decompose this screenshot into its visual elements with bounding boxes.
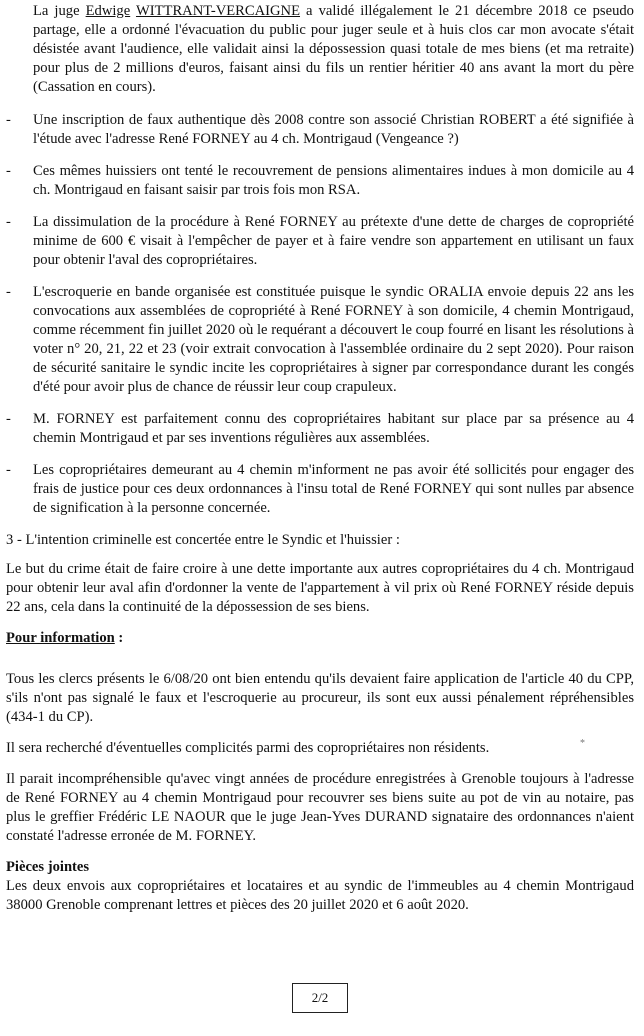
bullet-marker: - [6, 163, 11, 179]
judge-first-name: Edwige [85, 3, 131, 19]
info-heading-line [6, 629, 634, 658]
bullet-text: Les copropriétaires demeurant au 4 chemin m'informent ne pas avoir été sollicités pour engager des frais de justice pour ces deux ordonnances à l'insu total de René FORNEY qui sont nulles par absence de signification à la personne concernée. [33, 462, 634, 516]
bullet-text: Une inscription de faux authentique dès 2008 contre son associé Christian ROBERT a été signifiée à l'étude avec l'adresse René FORNEY au 4 ch. Montrigaud (Vengeance ?) [33, 112, 634, 147]
info-heading: Pour information [6, 630, 115, 646]
bullet-item [6, 283, 634, 397]
bullet-text: La dissimulation de la procédure à René FORNEY au prétexte d'une dette de charges de copropriété minime de 600 € visait à l'empêcher de payer et à faire vendre son appartement en utilisant un faux pour obtenir l'aval des copropriétaires. [33, 214, 634, 268]
pieces-paragraph: Les deux envois aux copropriétaires et locataires et au syndic de l'immeubles au 4 chemin Montrigaud 38000 Grenoble comprenant lettres et pièces des 20 juillet 2020 et 6 août 2020. [6, 878, 634, 913]
bullet-item [6, 162, 634, 200]
intro-rest: a validé illégalement le 21 décembre 2018 ce pseudo partage, elle a ordonné l'évacuation du public pour juger seule et à huis clos car mon avocate s'était désistée avant l'audience, elle validait ainsi la dépossession quasi totale de mes biens (et ma retraite) pour plus de 2 millions d'euros, faisant ainsi du fils un rentier héritier 40 ans avant la mort du père (Cassation en cours). [33, 3, 634, 95]
bullet-marker: - [6, 214, 11, 230]
scan-speck: * [580, 738, 585, 749]
info-heading-colon: : [114, 630, 124, 646]
incomprehensible-paragraph: Il parait incompréhensible qu'avec vingt années de procédure enregistrées à Grenoble toujours à l'adresse de René FORNEY au 4 chemin Montrigaud pour recouvrer ses biens suite au pot de vin au notaire, pas plus le greffier Frédéric LE NAOUR que le juge Jean-Yves DURAND signataire des ordonnances n'aient constaté l'adresse erronée de M. FORNEY. [6, 771, 634, 844]
judge-last-name: WITTRANT-VERCAIGNE [135, 3, 301, 19]
bullet-item [6, 461, 634, 518]
page-number: 2/2 [311, 990, 329, 1005]
bullet-marker: - [6, 284, 11, 300]
complicites-paragraph: Il sera recherché d'éventuelles complicités parmi des copropriétaires non résidents. [6, 740, 490, 756]
bullet-item [6, 410, 634, 448]
crime-paragraph: Le but du crime était de faire croire à une dette importante aux autres copropriétaires du 4 ch. Montrigaud pour obtenir leur aval afin d'ordonner la vente de l'appartement à vil prix où René FORNEY réside depuis 22 ans, cela dans la continuité de la dépossession de ses biens. [6, 561, 634, 615]
bullet-text: Ces mêmes huissiers ont tenté le recouvrement de pensions alimentaires indues à mon domicile au 4 ch. Montrigaud en faisant saisir par trois fois mon RSA. [33, 163, 634, 198]
bullet-marker: - [6, 411, 11, 427]
section-3-heading: 3 - L'intention criminelle est concertée entre le Syndic et l'huissier : [6, 532, 400, 548]
bullet-item [6, 213, 634, 270]
bullet-marker: - [6, 462, 11, 478]
bullet-text: L'escroquerie en bande organisée est constituée puisque le syndic ORALIA envoie depuis 22 ans les convocations aux assemblées de copropriété à René FORNEY à son domicile, 4 chemin Montrigaud, comme récemment fin juillet 2020 où le requérant a découvert le coup fourré en lisant les résolutions à voter n° 20, 21, 22 et 23 (voir extrait convocation à l'assemblée ordinaire du 2 sept 2020). Pour raison de sécurité sanitaire le syndic incite les copropriétaires à signer par correspondance durant les congés d'été pour avoir plus de chance de réussir leur coup crapuleux. [33, 284, 634, 395]
page-number-box [292, 983, 348, 1013]
bullet-marker: - [6, 112, 11, 128]
document-body [6, 2, 634, 915]
clercs-paragraph: Tous les clercs présents le 6/08/20 ont bien entendu qu'ils devaient faire application de l'article 40 du CPP, s'ils n'ont pas signalé le faux et l'escroquerie au procureur, ils sont eux aussi pénalement répréhensibles (434-1 du CP). [6, 671, 634, 725]
intro-paragraph [6, 2, 634, 97]
bullet-item [6, 111, 634, 149]
bullet-text: M. FORNEY est parfaitement connu des copropriétaires habitant sur place par sa présence au 4 chemin Montrigaud et par ses inventions régulières aux assemblées. [33, 411, 634, 446]
intro-prefix: La juge [33, 3, 86, 19]
pieces-heading: Pièces jointes [6, 859, 90, 875]
